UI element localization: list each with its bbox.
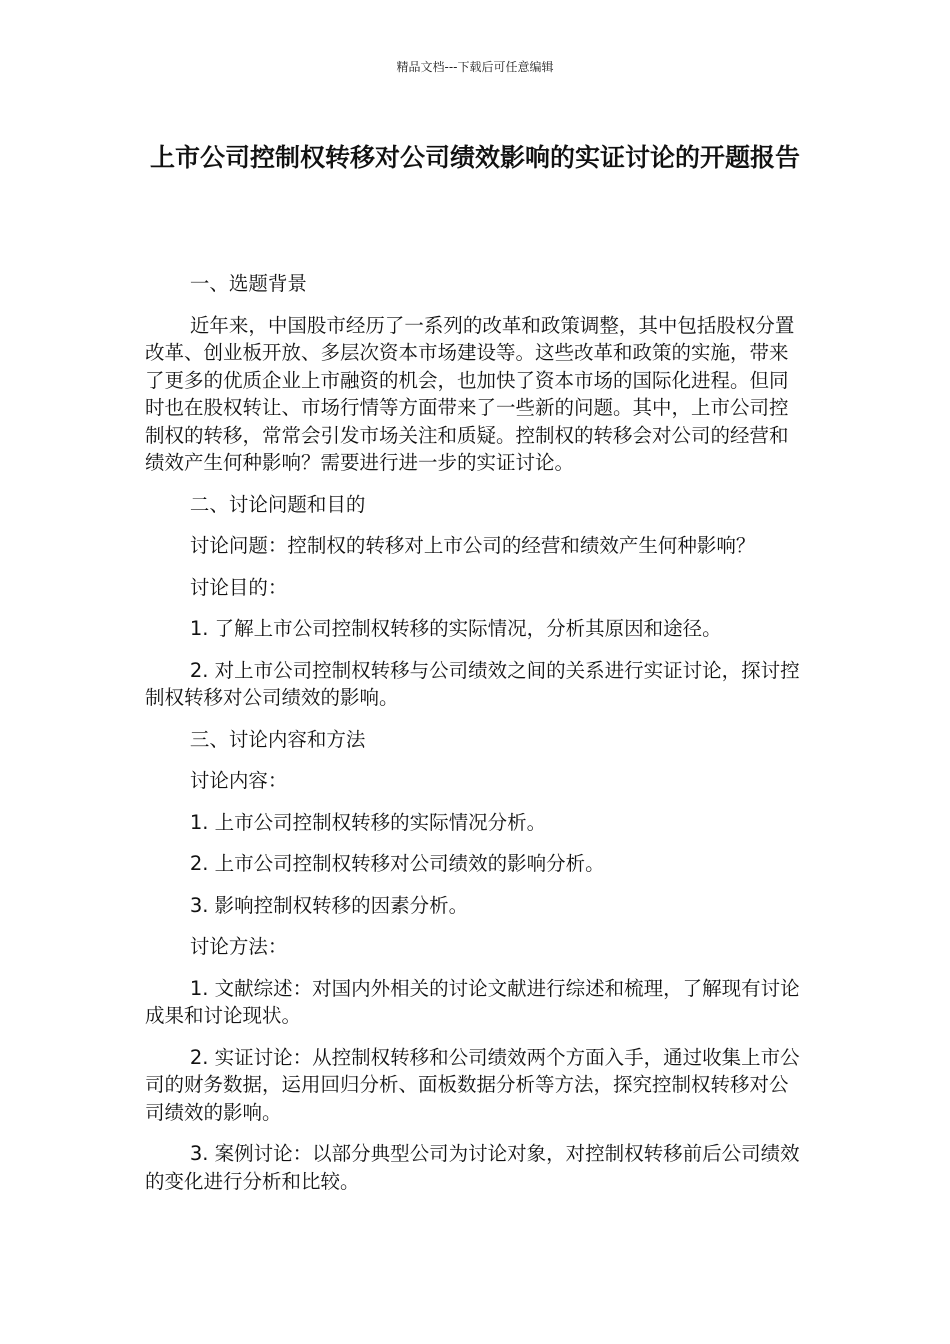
paragraph-purpose-label: 讨论目的：	[189, 575, 288, 599]
header-note: 精品文档---下载后可任意编辑	[396, 60, 554, 74]
paragraph-content-label: 讨论内容：	[189, 769, 288, 792]
paragraph-methods-label: 讨论方法：	[189, 935, 288, 958]
section-heading-content-methods: 三、讨论内容和方法	[189, 727, 366, 751]
list-item: 3. 影响控制权转移的因素分析。	[189, 893, 469, 917]
section-heading-questions: 二、讨论问题和目的	[189, 492, 366, 516]
list-item: 1. 上市公司控制权转移的实际情况分析。	[189, 810, 547, 834]
paragraph-background: 近年来，中国股市经历了一系列的改革和政策调整，其中包括股权分置改革、创业板开放、多层次资本市场建设等。这些改革和政策的实施，带来了更多的优质企业上市融资的机会，也加快了资本市场的国际化进程。但同时也在股权转让、市场行情等方面带来了一些新的问题。其中，上市公司控制权的转移，常常会引发市场关注和质疑。控制权的转移会对公司的经营和绩效产生何种影响？需要进行进一步的实证讨论。	[145, 313, 795, 474]
list-item: 3. 案例讨论：以部分典型公司为讨论对象，对控制权转移前后公司绩效的变化进行分析和比较。	[145, 1142, 800, 1193]
paragraph-question: 讨论问题：控制权的转移对上市公司的经营和绩效产生何种影响？	[189, 534, 756, 557]
list-item: 1. 文献综述：对国内外相关的讨论文献进行综述和梳理，了解现有讨论成果和讨论现状。	[145, 976, 800, 1027]
list-item: 2. 实证讨论：从控制权转移和公司绩效两个方面入手，通过收集上市公司的财务数据，运用回归分析、面板数据分析等方法，探究控制权转移对公司绩效的影响。	[145, 1045, 800, 1124]
list-item: 2. 上市公司控制权转移对公司绩效的影响分析。	[189, 852, 605, 875]
section-heading-background: 一、选题背景	[189, 272, 307, 295]
document-title: 上市公司控制权转移对公司绩效影响的实证讨论的开题报告	[149, 143, 800, 172]
list-item: 2. 对上市公司控制权转移与公司绩效之间的关系进行实证讨论，探讨控制权转移对公司绩效的影响。	[145, 658, 800, 709]
document-body	[145, 270, 805, 1209]
list-item: 1. 了解上市公司控制权转移的实际情况，分析其原因和途径。	[189, 617, 722, 640]
